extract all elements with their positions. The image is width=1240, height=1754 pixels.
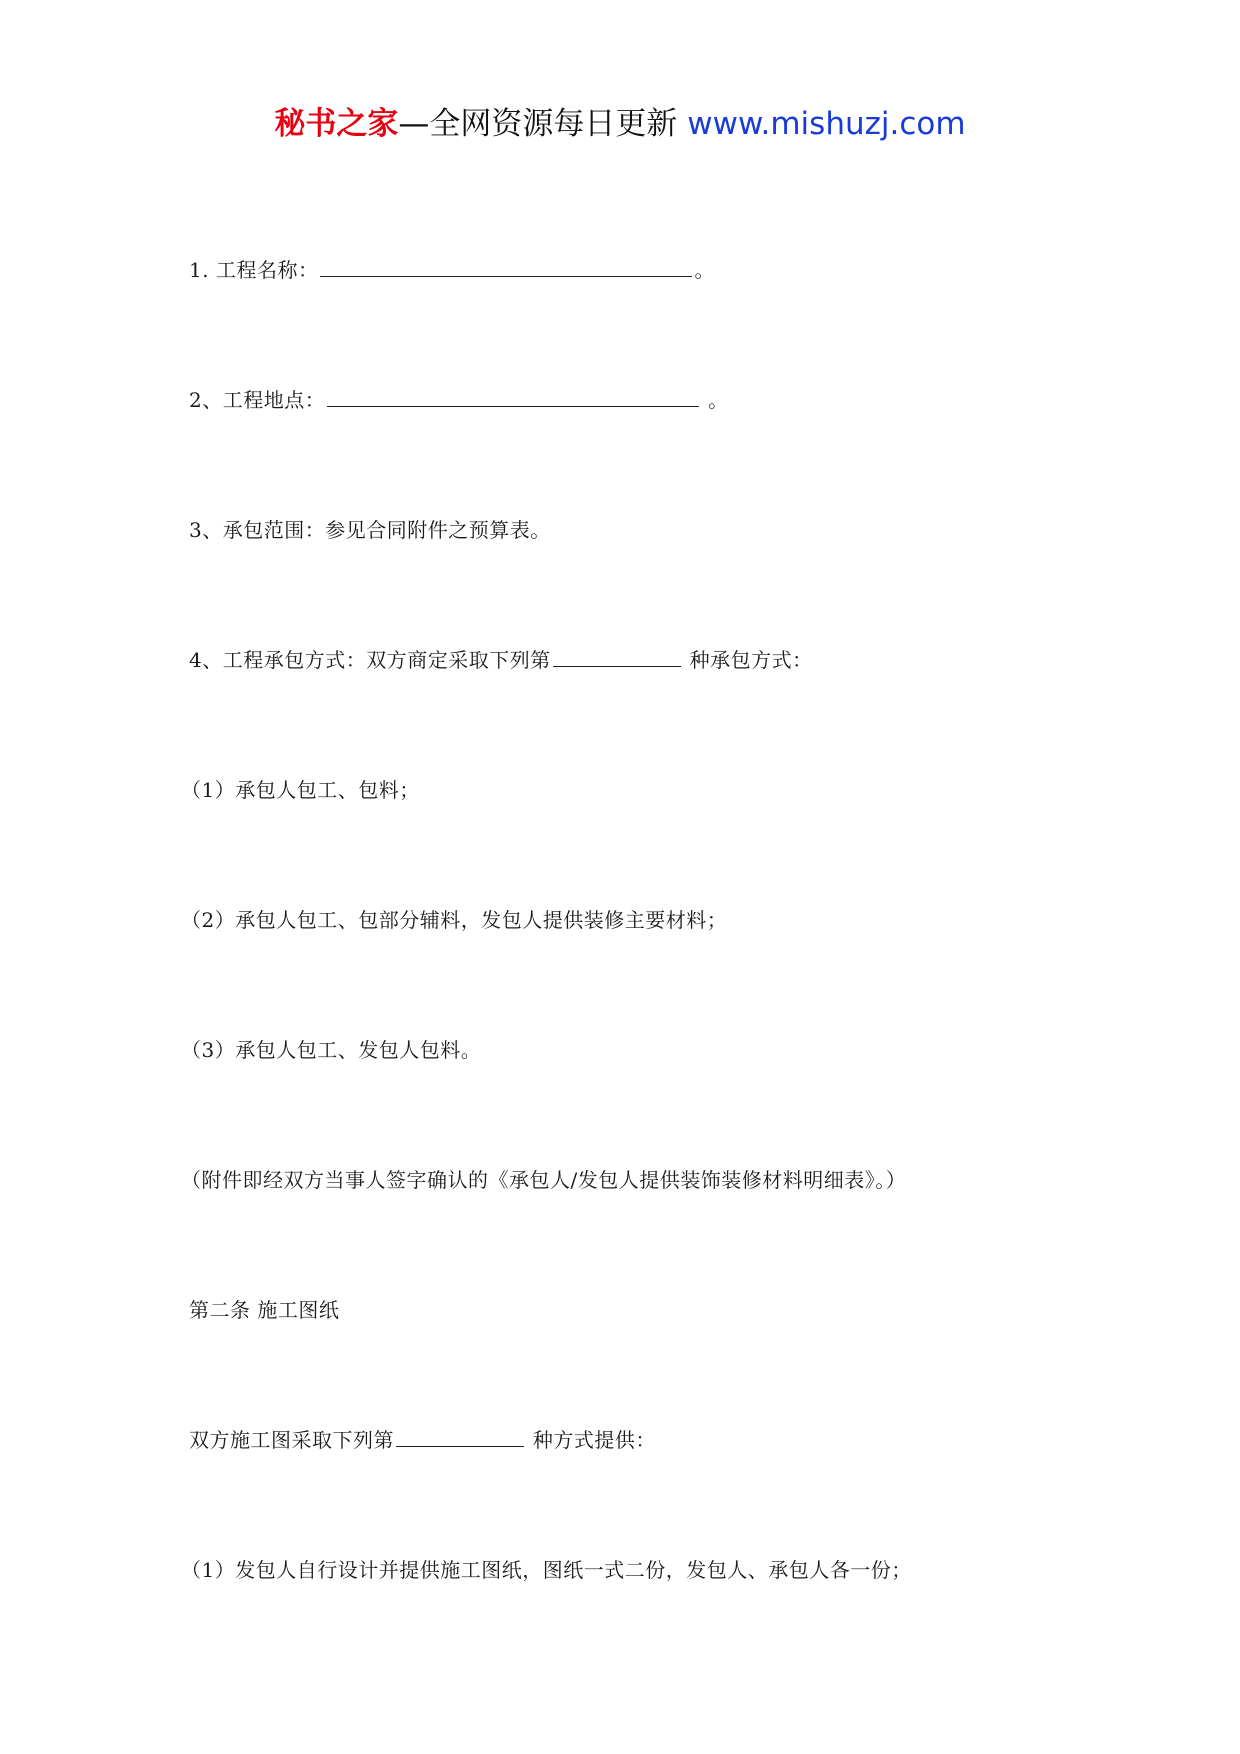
- blank-drawing-method[interactable]: [396, 1426, 524, 1447]
- item-drawing-method: [189, 1426, 656, 1454]
- suffix-drawing-method: 种方式提供：: [526, 1428, 656, 1452]
- blank-contract-method[interactable]: [553, 646, 681, 667]
- option-2: （2）承包人包工、包部分辅料，发包人提供装修主要材料；: [181, 908, 728, 932]
- item-project-location: [189, 386, 729, 414]
- label-contract-method: 4、工程承包方式：双方商定采取下列第: [189, 648, 551, 672]
- section-heading-drawings: 第二条 施工图纸: [189, 1298, 340, 1322]
- site-slogan: —全网资源每日更新: [398, 106, 688, 142]
- label-drawing-method: 双方施工图采取下列第: [189, 1428, 394, 1452]
- suffix-project-name: 。: [694, 258, 715, 282]
- site-url-link[interactable]: www.mishuzj.com: [687, 106, 966, 142]
- item-scope: 3、承包范围：参见合同附件之预算表。: [189, 518, 551, 542]
- label-project-location: 2、工程地点：: [189, 388, 326, 412]
- suffix-contract-method: 种承包方式：: [682, 648, 813, 672]
- drawing-option-1: （1）发包人自行设计并提供施工图纸，图纸一式二份，发包人、承包人各一份；: [181, 1558, 912, 1582]
- attachment-note: （附件即经双方当事人签字确认的《承包人/发包人提供装饰装修材料明细表》。）: [181, 1168, 907, 1192]
- option-1: （1）承包人包工、包料；: [181, 778, 420, 802]
- item-contract-method: [189, 646, 813, 674]
- blank-project-location[interactable]: [327, 386, 699, 407]
- option-3: （3）承包人包工、发包人包料。: [181, 1038, 482, 1062]
- site-header: [0, 102, 1240, 146]
- item-project-name: [189, 256, 715, 284]
- suffix-project-location: 。: [701, 388, 729, 412]
- label-project-name: 1. 工程名称：: [189, 258, 319, 282]
- blank-project-name[interactable]: [320, 256, 692, 277]
- brand-name: 秘书之家: [274, 106, 399, 142]
